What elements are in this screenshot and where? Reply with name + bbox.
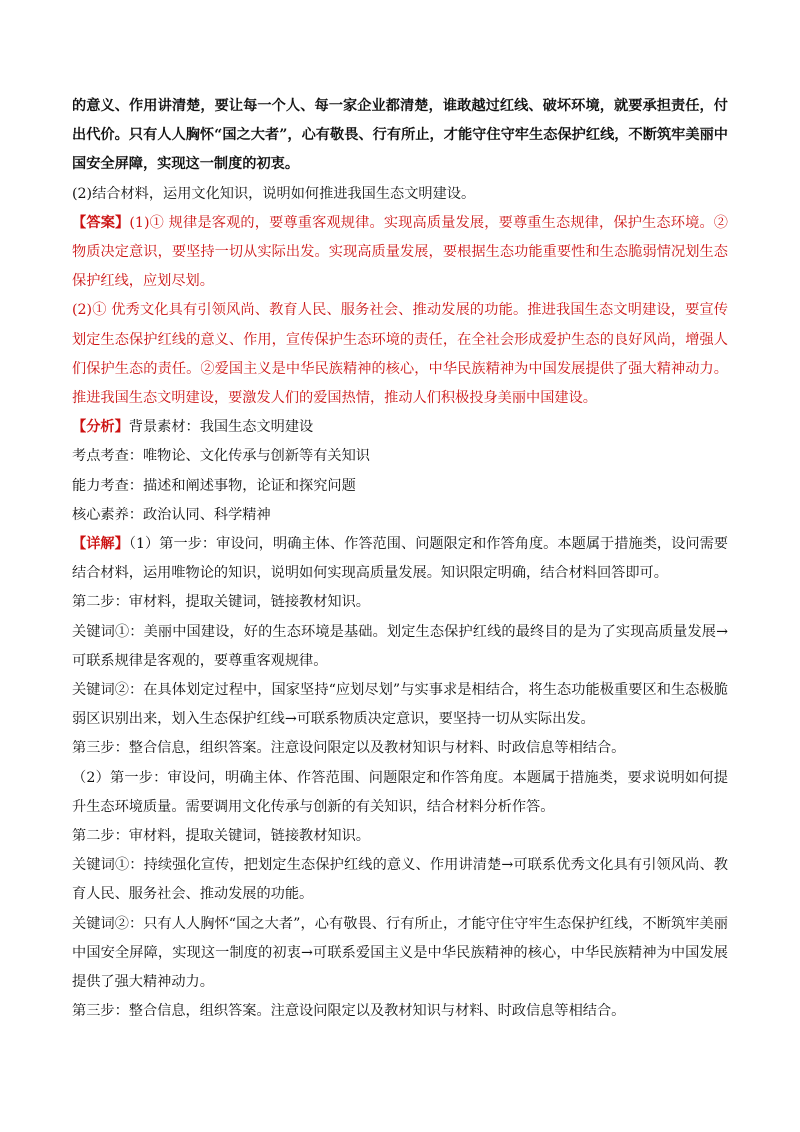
- detail-q2-keyword-2: 关键词②：只有人人胸怀“国之大者”，心有敬畏、行有所止，才能守住守牢生态保护红线，不断筑牢美丽中国安全屏障，实现这一制度的初衷→可联系爱国主义是中华民族精神的核心，中华民族精神为中国发展提供了强大精神动力。: [72, 915, 728, 991]
- answer-part-2: (2)① 优秀文化具有引领风尚、教育人民、服务社会、推动发展的功能。推进我国生态文明建设，要宣传划定生态保护红线的意义、作用，宣传保护生态环境的责任，在全社会形成爱护生态的良好风尚，增强人们保护生态的责任。②爱国主义是中华民族精神的核心，中华民族精神为中国发展提供了强大精神动力。推进我国生态文明建设，要激发人们的爱国热情，推动人们积极投身美丽中国建设。: [72, 302, 728, 407]
- answer-tag: 【答案】: [72, 214, 130, 231]
- detail-q1-keyword-2: 关键词②：在具体划定过程中，国家坚持“应划尽划”与实事求是相结合，将生态功能极重要区和生态极脆弱区识别出来，划入生态保护红线→可联系物质决定意识，要坚持一切从实际出发。: [72, 682, 728, 728]
- detail-q1-step3: 第三步：整合信息，组织答案。注意设问限定以及教材知识与材料、时政信息等相结合。: [72, 740, 626, 757]
- detail-tag: 【详解】: [72, 536, 129, 553]
- detail-q1-step1: [72, 530, 728, 588]
- detail-q1-keyword-1: 关键词①：美丽中国建设，好的生态环境是基础。划定生态保护红线的最终目的是为了实现高质量发展→可联系规律是客观的，要尊重客观规律。: [72, 623, 728, 669]
- analysis-background-text: 背景素材：我国生态文明建设: [128, 419, 314, 436]
- question-2: (2)结合材料，运用文化知识，说明如何推进我国生态文明建设。: [72, 185, 476, 202]
- answer-part-1: [72, 209, 728, 297]
- detail-q1-step1-text: （1）第一步：审设问，明确主体、作答范围、问题限定和作答角度。本题属于措施类，设问需要结合材料，运用唯物论的知识，说明如何实现高质量发展。知识限定明确，结合材料回答即可。: [72, 536, 728, 582]
- analysis-nengli: 能力考查：描述和阐述事物，论证和探究问题: [72, 477, 356, 494]
- detail-section: [72, 530, 728, 1026]
- detail-q2-step2: 第二步：审材料，提取关键词，链接教材知识。: [72, 828, 370, 845]
- detail-q2-step3: 第三步：整合信息，组织答案。注意设问限定以及教材知识与材料、时政信息等相结合。: [72, 1003, 626, 1020]
- analysis-section: [72, 413, 728, 530]
- analysis-background: [72, 413, 728, 442]
- analysis-kaodian: 考点考查：唯物论、文化传承与创新等有关知识: [72, 448, 370, 465]
- answer-section: [72, 209, 728, 413]
- detail-q1-step2: 第二步：审材料，提取关键词，链接教材知识。: [72, 594, 370, 611]
- analysis-hexin: 核心素养：政治认同、科学精神: [72, 506, 271, 523]
- material-continuation: 的意义、作用讲清楚，要让每一个人、每一家企业都清楚，谁敢越过红线、破坏环境，就要承担责任，付出代价。只有人人胸怀“国之大者”，心有敬畏、行有所止，才能守住守牢生态保护红线，不断筑牢美丽中国安全屏障，实现这一制度的初衷。: [72, 98, 728, 173]
- detail-q2-step1: （2）第一步：审设问，明确主体、作答范围、问题限定和作答角度。本题属于措施类，要求说明如何提升生态环境质量。需要调用文化传承与创新的有关知识，结合材料分析作答。: [72, 769, 728, 815]
- analysis-tag: 【分析】: [72, 419, 129, 436]
- answer-part-1-text: (1)① 规律是客观的，要尊重客观规律。实现高质量发展，要尊重生态规律，保护生态环境。②物质决定意识，要坚持一切从实际出发。实现高质量发展，要根据生态功能重要性和生态脆弱情况划生态保护红线，应划尽划。: [72, 214, 728, 290]
- detail-q2-keyword-1: 关键词①：持续强化宣传，把划定生态保护红线的意义、作用讲清楚→可联系优秀文化具有引领风尚、教育人民、服务社会、推动发展的功能。: [72, 857, 728, 903]
